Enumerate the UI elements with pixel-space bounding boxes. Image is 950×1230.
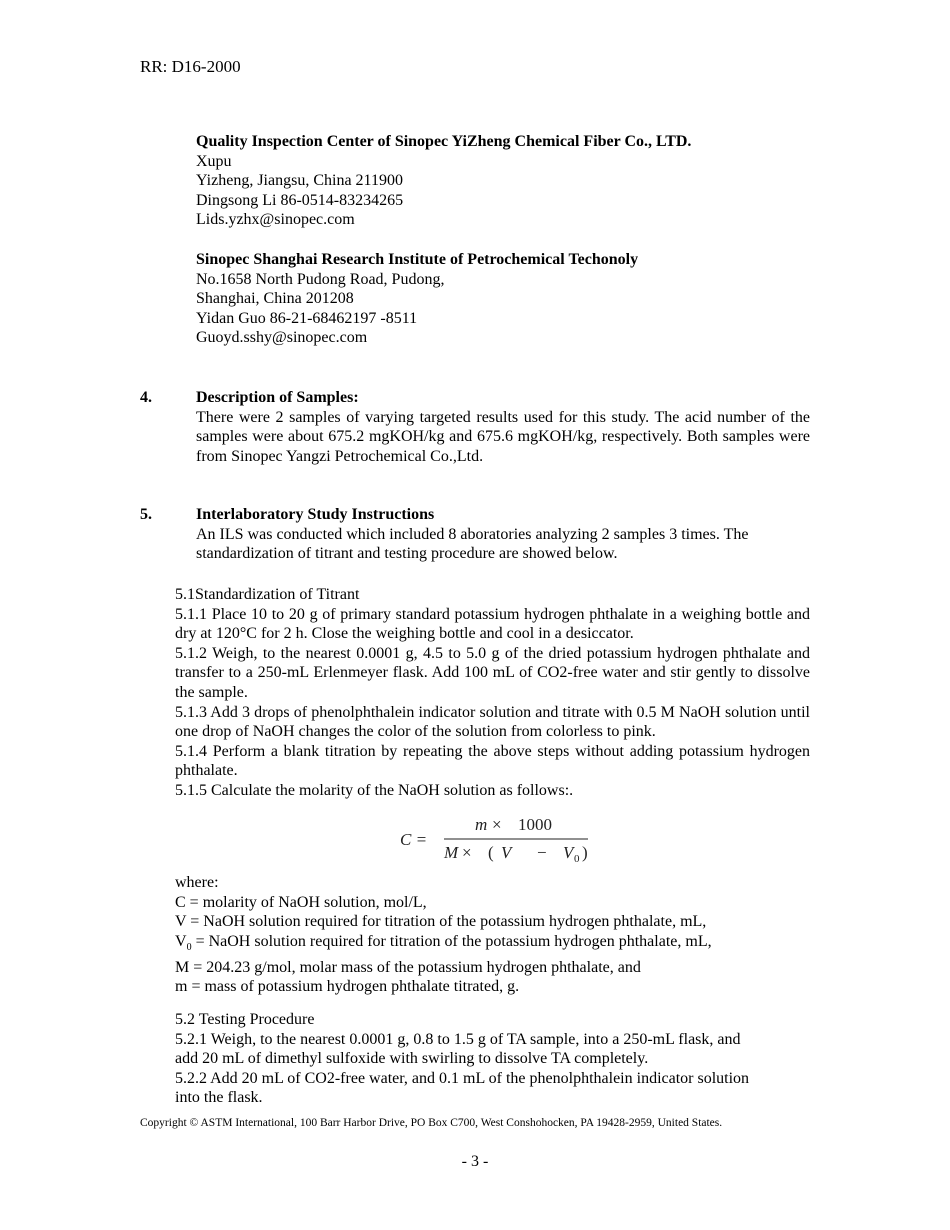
v0-symbol: V xyxy=(175,932,187,950)
formula-right-paren: ) xyxy=(582,843,588,862)
section-5-body-line: standardization of titrant and testing procedure are showed below. xyxy=(196,545,618,563)
section-5-title: Interlaboratory Study Instructions xyxy=(196,506,435,523)
lab-contact-line: Xupu xyxy=(196,152,232,170)
step-5-1-3: 5.1.3 Add 3 drops of phenolphthalein indicator solution and titrate with 0.5 M NaOH solution until one drop of NaOH changes the color of the solution from colorless to pink. xyxy=(175,703,810,741)
definition-c: C = molarity of NaOH solution, mol/L, xyxy=(175,893,427,911)
lab-contact-line: Yizheng, Jiangsu, China 211900 xyxy=(196,172,403,190)
formula-minus: − xyxy=(537,843,547,862)
step-5-2-2-line: into the flask. xyxy=(175,1089,263,1107)
lab-email: Lids.yzhx@sinopec.com xyxy=(196,211,355,229)
lab-contact-line: Shanghai, China 201208 xyxy=(196,290,354,308)
definition-v: V = NaOH solution required for titration of the potassium hydrogen phthalate, mL, xyxy=(175,913,707,931)
step-5-2-1-line: 5.2.1 Weigh, to the nearest 0.0001 g, 0.8 to 1.5 g of TA sample, into a 250-mL flask, and xyxy=(175,1030,741,1048)
step-5-2-1-line: add 20 mL of dimethyl sulfoxide with swirling to dissolve TA completely. xyxy=(175,1050,649,1068)
lab-contact-line: Dingsong Li 86-0514-83234265 xyxy=(196,191,404,209)
section-4-number: 4. xyxy=(140,389,152,406)
testing-procedure xyxy=(175,1010,810,1108)
definition-v0 xyxy=(175,932,810,958)
section-5-number: 5. xyxy=(140,506,152,523)
section-4-title: Description of Samples: xyxy=(196,389,359,406)
lab-email: Guoyd.sshy@sinopec.com xyxy=(196,329,368,347)
formula-lhs: C = xyxy=(400,830,428,849)
formula-left-paren: ( xyxy=(488,843,494,862)
report-id: RR: D16-2000 xyxy=(140,57,241,76)
formula-denominator-M: M xyxy=(444,843,459,862)
section-5-body-line: An ILS was conducted which included 8 aboratories analyzing 2 samples 3 times. The xyxy=(196,525,749,543)
definition-mass: m = mass of potassium hydrogen phthalate titrated, g. xyxy=(175,978,520,996)
page-number: - 3 - xyxy=(461,1153,489,1170)
lab-address-block xyxy=(196,132,836,230)
definition-molar-mass: M = 204.23 g/mol, molar mass of the potassium hydrogen phthalate, and xyxy=(175,958,641,976)
lab-address-block xyxy=(196,250,836,348)
step-5-2-2-line: 5.2.2 Add 20 mL of CO2-free water, and 0.1 mL of the phenolphthalein indicator solution xyxy=(175,1069,750,1087)
formula-numerator-value: 1000 xyxy=(518,815,552,834)
variable-definitions xyxy=(175,873,810,997)
subsection-5-1-title: 5.1Standardization of Titrant xyxy=(175,586,360,603)
v0-subscript: 0 xyxy=(186,941,192,953)
formula-numerator-m: m xyxy=(475,815,488,834)
step-5-1-1: 5.1.1 Place 10 to 20 g of primary standard potassium hydrogen phthalate in a weighing bottle and dry at 120°C for 2 h. Close the weighing bottle and cool in a desiccator. xyxy=(175,605,810,643)
formula-denominator-V: V xyxy=(501,843,512,862)
where-intro: where: xyxy=(175,874,219,891)
step-5-1-5: 5.1.5 Calculate the molarity of the NaOH solution as follows:. xyxy=(175,782,574,799)
section-5-body xyxy=(196,525,836,564)
section-4-body: There were 2 samples of varying targeted results used for this study. The acid number of the samples were about 675.2 mgKOH/kg and 675.6 mgKOH/kg, respectively. Both samples were from Sinopec Yangzi Petrochemical Co.,Ltd. xyxy=(196,408,810,465)
lab-name: Sinopec Shanghai Research Institute of Petrochemical Techonoly xyxy=(196,251,639,268)
formula-times: × xyxy=(462,843,472,862)
lab-name: Quality Inspection Center of Sinopec YiZheng Chemical Fiber Co., LTD. xyxy=(196,133,692,150)
step-5-1-4: 5.1.4 Perform a blank titration by repeating the above steps without adding potassium hydrogen phthalate. xyxy=(175,742,810,780)
formula-times: × xyxy=(492,815,502,834)
formula-subscript-zero: 0 xyxy=(574,853,580,865)
lab-contact-line: Yidan Guo 86-21-68462197 -8511 xyxy=(196,309,418,327)
lab-contact-line: No.1658 North Pudong Road, Pudong, xyxy=(196,270,445,288)
subsection-5-2-title: 5.2 Testing Procedure xyxy=(175,1011,315,1028)
copyright-notice: Copyright © ASTM International, 100 Barr Harbor Drive, PO Box C700, West Conshohocken, PA 19428-2959, United States. xyxy=(140,1117,723,1129)
step-5-1-2: 5.1.2 Weigh, to the nearest 0.0001 g, 4.5 to 5.0 g of the dried potassium hydrogen phthalate and transfer to a 250-mL Erlenmeyer flask. Add 100 mL of CO2-free water and stir gently to dissolve the sample. xyxy=(175,644,810,701)
v0-text: = NaOH solution required for titration of the potassium hydrogen phthalate, mL, xyxy=(191,932,712,950)
molarity-formula xyxy=(398,812,598,868)
formula-denominator-V0: V xyxy=(563,843,574,862)
